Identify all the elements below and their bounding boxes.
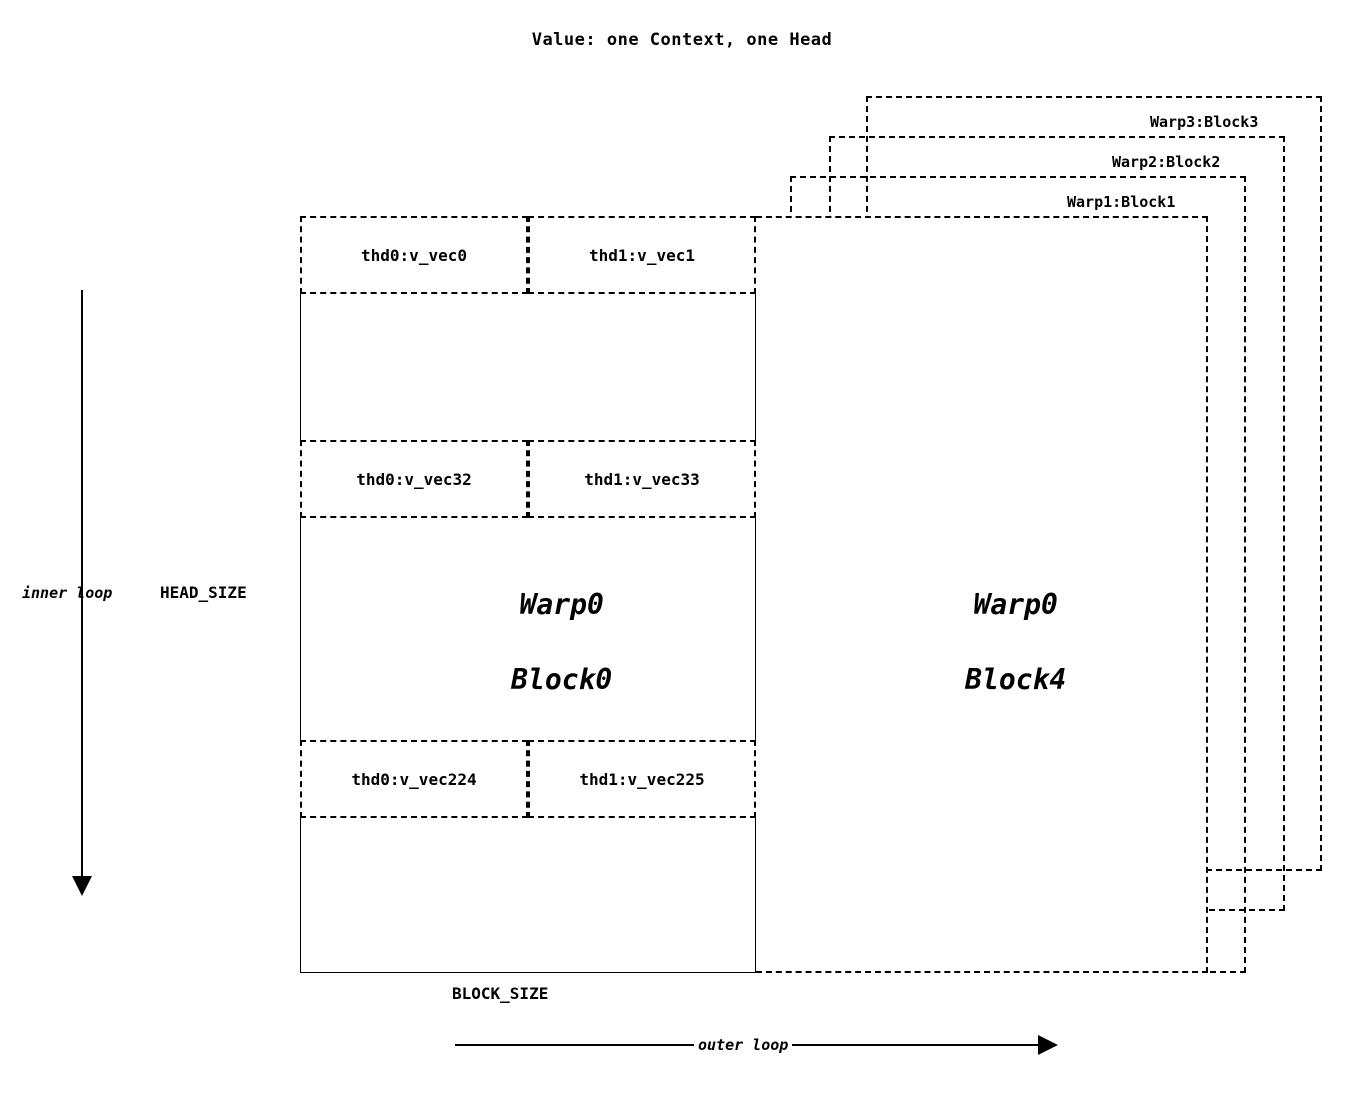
table-row — [300, 440, 756, 518]
table-row — [300, 740, 756, 818]
outer-loop-label: outer loop — [694, 1036, 792, 1054]
cell-thd1-row0: thd1:v_vec1 — [528, 216, 756, 294]
outer-loop-arrow-head — [1038, 1035, 1058, 1055]
front-block-warp-label — [756, 548, 1208, 737]
page-title: Value: one Context, one Head — [531, 30, 833, 50]
front-block-block-line2: Block4 — [965, 663, 1067, 697]
head-size-label: HEAD_SIZE — [160, 583, 247, 602]
block-size-label: BLOCK_SIZE — [452, 984, 549, 1003]
front-block-warp-line1: Warp0 — [973, 587, 1058, 621]
cell-thd1-row1: thd1:v_vec33 — [528, 440, 756, 518]
cell-thd0-row1: thd0:v_vec32 — [300, 440, 528, 518]
cell-thd1-row2: thd1:v_vec225 — [528, 740, 756, 818]
main-block-block-line2: Block0 — [511, 663, 613, 697]
inner-loop-label: inner loop — [22, 584, 113, 602]
ghost-block-3-label: Warp3:Block3 — [1150, 113, 1259, 131]
inner-loop-arrow-head — [72, 876, 92, 896]
cell-thd0-row0: thd0:v_vec0 — [300, 216, 528, 294]
main-block-warp-label — [300, 548, 756, 737]
ghost-block-1-label: Warp1:Block1 — [1067, 193, 1176, 211]
main-block-warp-line1: Warp0 — [519, 587, 604, 621]
cell-thd0-row2: thd0:v_vec224 — [300, 740, 528, 818]
table-row — [300, 216, 756, 294]
ghost-block-2-label: Warp2:Block2 — [1112, 153, 1221, 171]
